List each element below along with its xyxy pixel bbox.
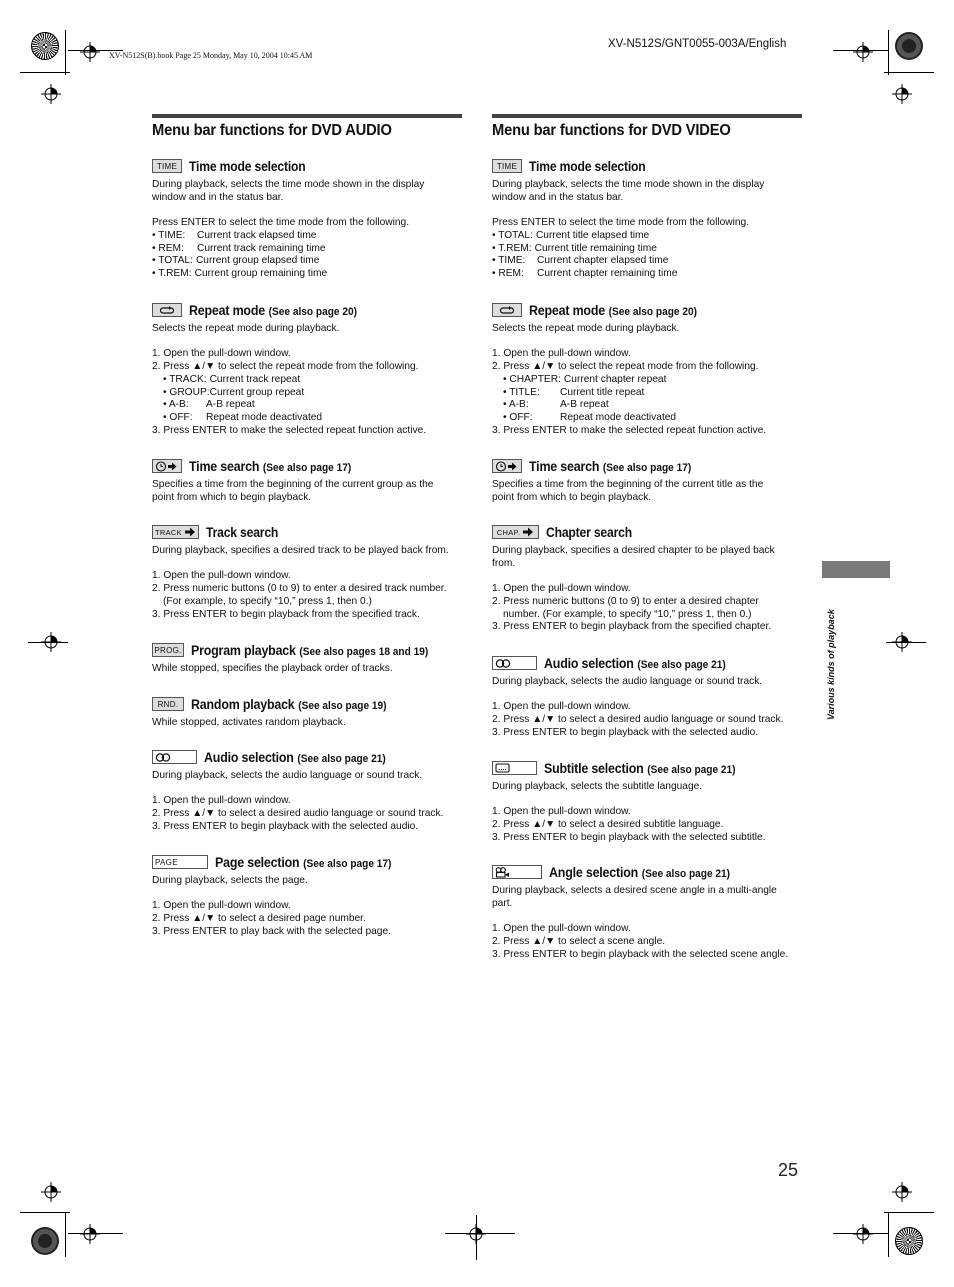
registration-mark-icon <box>892 84 912 104</box>
list-item: • TIME: Current track elapsed time <box>152 229 317 241</box>
side-tab <box>822 561 890 578</box>
page-reference: (See also pages 18 and 19) <box>299 645 429 658</box>
chapter-search-section: CHAP. Chapter search During playback, specifies a desired chapter to be played back from. 1. Open the pull-down window. 2. Press numeric buttons (0 to 9) to enter a desired chapter number. (For example, to specify “10,” press 1, then 0.) 3. Press ENTER to begin playback from the specified chapter. <box>492 524 775 633</box>
list-item: • CHAPTER: Current chapter repeat <box>503 373 667 385</box>
registration-mark-icon <box>80 42 100 62</box>
section-title: Program playback <box>191 642 296 658</box>
time-search-section: Time search (See also page 17) Specifies a time from the beginning of the current title as the point from which to begin playback. <box>492 458 764 503</box>
section-title: Page selection <box>215 854 300 870</box>
track-arrow-icon: TRACK <box>152 525 199 539</box>
section-title: Time mode selection <box>529 158 646 174</box>
list-item: • TIME: Current chapter elapsed time <box>492 255 669 267</box>
time-search-section: Time search (See also page 17) Specifies a time from the beginning of the current group as the point from which to begin playback. <box>152 458 434 503</box>
registration-mark-icon <box>853 1224 873 1244</box>
color-target-icon <box>31 1227 59 1255</box>
page-reference: (See also page 17) <box>602 461 692 474</box>
list-item: • TITLE: Current title repeat <box>503 386 645 398</box>
section-title: Track search <box>206 524 279 540</box>
page-reference: (See also page 20) <box>608 305 697 318</box>
registration-mark-icon <box>853 42 873 62</box>
list-item: • TOTAL: Current group elapsed time <box>152 255 320 267</box>
audio-selection-section: Audio selection (See also page 21) During playback, selects the audio language or sound track. 1. Open the pull-down window. 2. Press ▲/▼ to select a desired audio language or sound track. 3. Press ENTER to begin playback with the selected audio. <box>492 655 784 738</box>
file-info: XV-N512S(B).book Page 25 Monday, May 10, 2004 10:45 AM <box>109 51 313 60</box>
page-selection-section: PAGE Page selection (See also page 17) During playback, selects the page. 1. Open the pull-down window. 2. Press ▲/▼ to select a desired page number. 3. Press ENTER to play back with the selected page. <box>152 854 392 937</box>
page-reference: (See also page 19) <box>298 699 387 712</box>
side-tab-text: Various kinds of playback <box>826 609 836 720</box>
page-reference: (See also page 21) <box>641 867 731 880</box>
section-title: Subtitle selection <box>544 760 644 776</box>
list-item: • TRACK: Current track repeat <box>163 373 301 385</box>
page-reference: (See also page 17) <box>303 857 392 870</box>
time-mode-section: TIME Time mode selection During playback, selects the time mode shown in the display window and in the status bar. Press ENTER to select the time mode from the following. • TIME: Current track elapsed time • REM: Current track remaining time • TOTAL: Current group elapsed time • T.REM: Current group remaining time <box>152 158 472 281</box>
column-title: Menu bar functions for DVD AUDIO <box>152 122 392 139</box>
color-target-icon <box>31 32 59 60</box>
color-target-icon <box>895 32 923 60</box>
column-title: Menu bar functions for DVD VIDEO <box>492 122 731 139</box>
clock-arrow-icon <box>492 459 522 473</box>
registration-mark-icon <box>80 1224 100 1244</box>
repeat-mode-section: Repeat mode (See also page 20) Selects the repeat mode during playback. 1. Open the pull-down window. 2. Press ▲/▼ to select the repeat mode from the following. • TRACK: Current track repeat • GROUP: Current group repeat • A-B: A-B repeat • OFF: Repeat mode deactivated 3. Press ENTER to make the selected repeat function active. <box>152 302 472 437</box>
section-title: Random playback <box>191 696 295 712</box>
audio-selection-section: Audio selection (See also page 21) During playback, selects the audio language or sound track. 1. Open the pull-down window. 2. Press ▲/▼ to select a desired audio language or sound track. 3. Press ENTER to begin playback with the selected audio. <box>152 749 444 832</box>
page-reference: (See also page 21) <box>637 658 726 671</box>
list-item: • GROUP: Current group repeat <box>163 386 305 398</box>
program-icon: PROG. <box>152 643 184 657</box>
audio-icon <box>492 656 537 670</box>
list-item: • OFF: Repeat mode deactivated <box>503 411 677 423</box>
document-id: XV-N512S/GNT0055-003A/English <box>608 38 787 50</box>
subtitle-icon <box>492 761 537 775</box>
list-item: • A-B: A-B repeat <box>163 399 255 411</box>
section-title: Chapter search <box>546 524 632 540</box>
registration-mark-icon <box>41 1182 61 1202</box>
list-item: • T.REM: Current title remaining time <box>492 242 657 254</box>
registration-mark-icon <box>892 1182 912 1202</box>
subtitle-selection-section: Subtitle selection (See also page 21) During playback, selects the subtitle language. 1. Open the pull-down window. 2. Press ▲/▼ to select a desired subtitle language. 3. Press ENTER to begin playback with the selected subtitle. <box>492 760 766 843</box>
section-title: Repeat mode <box>189 302 265 318</box>
section-title: Audio selection <box>204 749 294 765</box>
list-item: • T.REM: Current group remaining time <box>152 267 328 279</box>
list-item: • REM: Current track remaining time <box>152 242 326 254</box>
section-title: Audio selection <box>544 655 634 671</box>
audio-icon <box>152 750 197 764</box>
section-title: Time search <box>529 458 600 474</box>
time-icon: TIME <box>152 159 182 173</box>
repeat-icon <box>492 303 522 317</box>
camera-icon <box>492 865 542 879</box>
section-title: Repeat mode <box>529 302 605 318</box>
list-item: • A-B: A-B repeat <box>503 399 609 411</box>
page-reference: (See also page 20) <box>268 305 357 318</box>
section-title: Time search <box>189 458 260 474</box>
time-mode-section: TIME Time mode selection During playback, selects the time mode shown in the display window and in the status bar. Press ENTER to select the time mode from the following. • TOTAL: Current title elapsed time • T.REM: Current title remaining time • TIME: Current chapter elapsed time • REM: Current chapter remaining time <box>492 158 812 281</box>
page-reference: (See also page 21) <box>297 752 386 765</box>
dvd-audio-column <box>152 114 462 937</box>
color-target-icon <box>895 1227 923 1255</box>
registration-mark-icon <box>892 632 912 652</box>
page-icon: PAGE <box>152 855 208 869</box>
list-item: • TOTAL: Current title elapsed time <box>492 229 650 241</box>
clock-arrow-icon <box>152 459 182 473</box>
repeat-icon <box>152 303 182 317</box>
random-playback-section: RND. Random playback (See also page 19) While stopped, activates random playback. <box>152 696 387 728</box>
angle-selection-section: Angle selection (See also page 21) During playback, selects a desired scene angle in a multi-angle part. 1. Open the pull-down window. 2. Press ▲/▼ to select a scene angle. 3. Press ENTER to begin playback with the selected scene angle. <box>492 864 789 960</box>
track-search-section: TRACK Track search During playback, specifies a desired track to be played back from. 1. Open the pull-down window. 2. Press numeric buttons (0 to 9) to enter a desired track number. (For example, to specify “10,” press 1, then 0.) 3. Press ENTER to begin playback from the specified track. <box>152 524 449 620</box>
dvd-video-column <box>492 114 802 960</box>
column-rule <box>152 114 462 118</box>
column-rule <box>492 114 802 118</box>
list-item: • REM: Current chapter remaining time <box>492 267 678 279</box>
registration-mark-icon <box>41 84 61 104</box>
page-number: 25 <box>778 1160 799 1180</box>
random-icon: RND. <box>152 697 184 711</box>
repeat-mode-section: Repeat mode (See also page 20) Selects the repeat mode during playback. 1. Open the pull-down window. 2. Press ▲/▼ to select the repeat mode from the following. • CHAPTER: Current chapter repeat • TITLE: Current title repeat • A-B: A-B repeat • OFF: Repeat mode deactivated 3. Press ENTER to make the selected repeat function active. <box>492 302 812 437</box>
section-title: Angle selection <box>549 864 639 880</box>
page-reference: (See also page 17) <box>262 461 352 474</box>
registration-mark-icon <box>41 632 61 652</box>
section-title: Time mode selection <box>189 158 306 174</box>
program-playback-section: PROG. Program playback (See also pages 18 and 19) While stopped, specifies the playback order of tracks. <box>152 642 429 674</box>
registration-mark-icon <box>466 1224 486 1244</box>
chapter-arrow-icon: CHAP. <box>492 525 539 539</box>
list-item: • OFF: Repeat mode deactivated <box>163 411 323 423</box>
page-reference: (See also page 21) <box>647 763 736 776</box>
time-icon: TIME <box>492 159 522 173</box>
